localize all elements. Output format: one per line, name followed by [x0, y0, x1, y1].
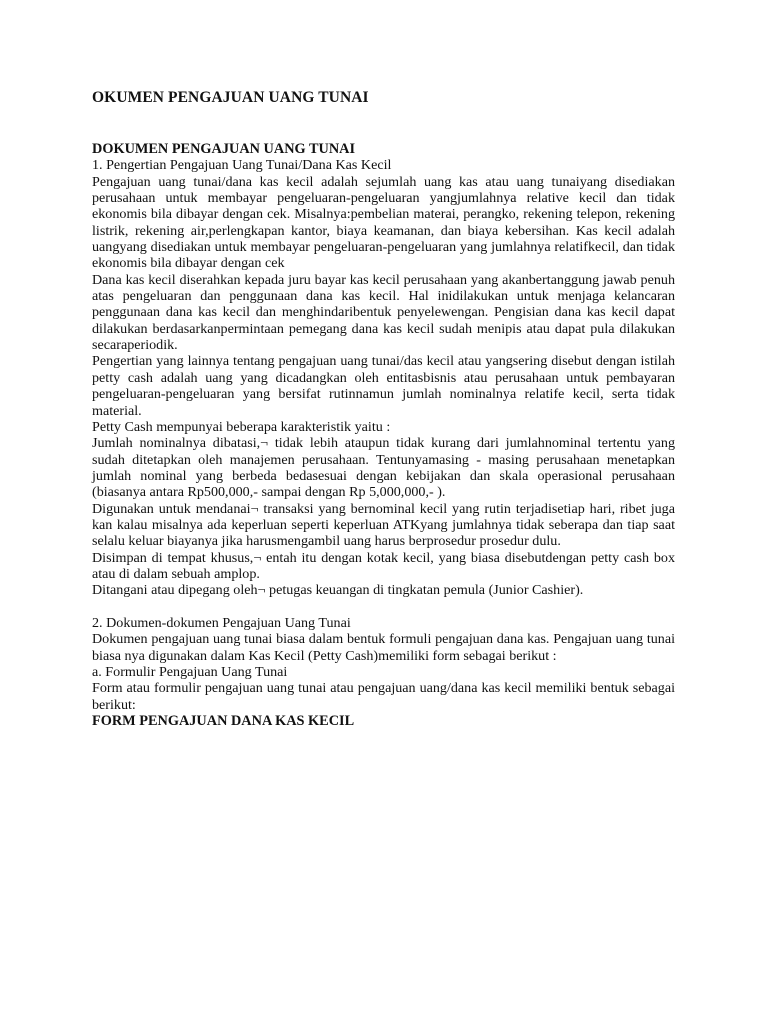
paragraph-dokumen: Dokumen pengajuan uang tunai biasa dalam bentuk formuli pengajuan dana kas. Pengajuan uang tunai biasa nya digunakan dalam Kas Kecil (Petty Cash)memiliki form sebagai berikut :	[92, 631, 675, 664]
document-body	[92, 141, 675, 729]
section-1-heading: 1. Pengertian Pengajuan Uang Tunai/Dana Kas Kecil	[92, 157, 392, 174]
paragraph-juru-bayar: Dana kas kecil diserahkan kepada juru bayar kas kecil perusahaan yang akanbertanggung jawab penuh atas pengeluaran dan penggunaan dana kas kecil. Hal inidilakukan untuk menjaga kelancaran penggunaan dana kas kecil dan menghindaribentuk penyelewengan. Pengisian dana kas kecil dapat dilakukan berdasarkanpermintaan pemegang dana kas kecil sudah menipis atau dapat pula dilakukan secaraperiodik.	[92, 271, 675, 354]
document-heading: DOKUMEN PENGAJUAN UANG TUNAI	[92, 141, 356, 157]
paragraph-definition: Pengajuan uang tunai/dana kas kecil adalah sejumlah uang kas atau uang tunaiyang disediakan perusahaan untuk membayar pengeluaran-pengeluaran yangjumlahnya relative kecil dan tidak ekonomis bila dibayar dengan cek. Misalnya:pembelian materai, perangko, rekening telepon, rekening listrik, rekening air,perlengkapan kantor, biaya keamanan, dan biaya kebersihan. Kas kecil adalah uangyang disediakan untuk membayar pengeluaran-pengeluaran yang jumlahnya relatifkecil, dan tidak ekonomis bila dibayar dengan cek	[92, 173, 675, 272]
paragraph-petty-cash: Pengertian yang lainnya tentang pengajuan uang tunai/das kecil atau yangsering disebut dengan istilah petty cash adalah uang yang dicadangkan oleh entitasbisnis atau perusahaan untuk pembayaran pengeluaran-pengeluaran yang bersifat rutinnamun jumlah nominalnya relatife kecil, serta tidak material.	[92, 353, 675, 419]
subsection-a-heading: a. Formulir Pengajuan Uang Tunai	[92, 664, 288, 680]
paragraph-form: Form atau formulir pengajuan uang tunai atau pengajuan uang/dana kas kecil memiliki bentuk sebagai berikut:	[92, 680, 675, 713]
spacer	[92, 599, 675, 615]
section-2-heading: 2. Dokumen-dokumen Pengajuan Uang Tunai	[92, 614, 351, 631]
list-item-disimpan: Disimpan di tempat khusus,¬ entah itu dengan kotak kecil, yang biasa disebutdengan petty cash box atau di dalam sebuah amplop.	[92, 549, 675, 582]
list-item-mendanai: Digunakan untuk mendanai¬ transaksi yang bernominal kecil yang rutin terjadisetiap hari, ribet juga kan kalau misalnya ada keperluan seperti keperluan ATKyang jumlahnya tidak seberapa dan tiap saat selalu keluar biayanya jika harusmengambil uang harus berprosedur prosedur dulu.	[92, 500, 675, 550]
paragraph-karakteristik: Petty Cash mempunyai beberapa karakteristik yaitu :	[92, 418, 391, 435]
list-item-nominal: Jumlah nominalnya dibatasi,¬ tidak lebih ataupun tidak kurang dari jumlahnominal tertentu yang sudah ditetapkan oleh manajemen perusahaan. Tentunyamasing - masing perusahaan menetapkan jumlah nominal yang berbeda bedasesuai dengan kebijakan dan skala operasional perusahaan (biasanya antara Rp500,000,- sampai dengan Rp 5,000,000,- ).	[92, 435, 675, 501]
list-item-ditangani: Ditangani atau dipegang oleh¬ petugas keuangan di tingkatan pemula (Junior Cashier).	[92, 582, 584, 599]
form-title: FORM PENGAJUAN DANA KAS KECIL	[92, 713, 355, 730]
page-title: OKUMEN PENGAJUAN UANG TUNAI	[92, 89, 369, 106]
